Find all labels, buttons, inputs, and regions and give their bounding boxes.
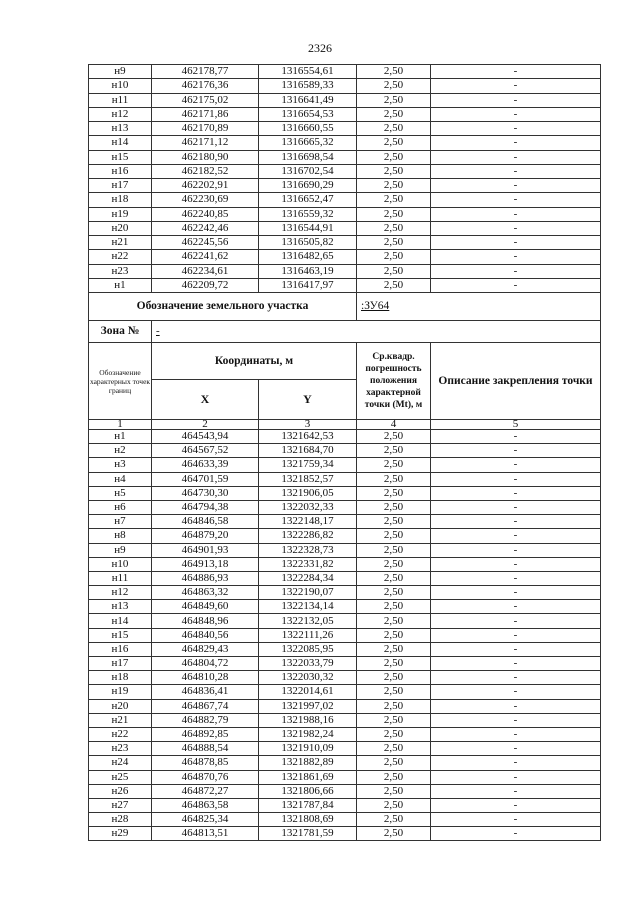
cell-desc: - [431, 628, 601, 642]
cell-x: 464836,41 [152, 685, 259, 699]
zone-row [89, 321, 601, 343]
cell-point: н28 [89, 813, 152, 827]
cell-m: 2,50 [357, 557, 431, 571]
cell-desc: - [431, 515, 601, 529]
header-description: Описание закрепления точки [431, 343, 601, 420]
table-row [89, 193, 601, 207]
cell-y: 1316559,32 [259, 207, 357, 221]
table-row [89, 756, 601, 770]
cell-desc: - [431, 600, 601, 614]
cell-desc: - [431, 250, 601, 264]
cell-x: 464804,72 [152, 657, 259, 671]
cell-m: 2,50 [357, 207, 431, 221]
cell-m: 2,50 [357, 150, 431, 164]
table-row [89, 236, 601, 250]
cell-desc: - [431, 236, 601, 250]
cell-m: 2,50 [357, 444, 431, 458]
cell-desc: - [431, 486, 601, 500]
table-row [89, 770, 601, 784]
table-row [89, 486, 601, 500]
cell-y: 1321787,84 [259, 798, 357, 812]
table-row [89, 278, 601, 292]
cell-desc: - [431, 798, 601, 812]
cell-point: н8 [89, 529, 152, 543]
cell-x: 464848,96 [152, 614, 259, 628]
continued-coordinates-table [88, 64, 601, 293]
cell-x: 464543,94 [152, 430, 259, 444]
table-row [89, 529, 601, 543]
header-coordinates: Координаты, м [152, 343, 357, 380]
cell-m: 2,50 [357, 742, 431, 756]
cell-point: н17 [89, 179, 152, 193]
cell-m: 2,50 [357, 571, 431, 585]
cell-x: 464810,28 [152, 671, 259, 685]
table-row [89, 122, 601, 136]
cell-y: 1316690,29 [259, 179, 357, 193]
cell-point: н19 [89, 207, 152, 221]
header-row-1 [89, 343, 601, 380]
table-row [89, 657, 601, 671]
cell-y: 1322033,79 [259, 657, 357, 671]
zone-value: - [152, 321, 601, 343]
cell-desc: - [431, 727, 601, 741]
cell-desc: - [431, 107, 601, 121]
cell-y: 1316554,61 [259, 65, 357, 79]
cell-m: 2,50 [357, 472, 431, 486]
col-number-4: 4 [357, 420, 431, 430]
cell-m: 2,50 [357, 122, 431, 136]
cell-desc: - [431, 813, 601, 827]
cell-y: 1321861,69 [259, 770, 357, 784]
cell-x: 464567,52 [152, 444, 259, 458]
cell-x: 462230,69 [152, 193, 259, 207]
cell-y: 1316652,47 [259, 193, 357, 207]
cell-y: 1322328,73 [259, 543, 357, 557]
cell-y: 1316544,91 [259, 221, 357, 235]
cell-m: 2,50 [357, 529, 431, 543]
cell-x: 464878,85 [152, 756, 259, 770]
cell-desc: - [431, 500, 601, 514]
cell-point: н1 [89, 430, 152, 444]
table-row [89, 179, 601, 193]
cell-m: 2,50 [357, 236, 431, 250]
cell-x: 464870,76 [152, 770, 259, 784]
cell-y: 1322134,14 [259, 600, 357, 614]
cell-point: н19 [89, 685, 152, 699]
cell-y: 1322284,34 [259, 571, 357, 585]
cell-m: 2,50 [357, 770, 431, 784]
cell-x: 462245,56 [152, 236, 259, 250]
cell-y: 1316702,54 [259, 164, 357, 178]
cell-desc: - [431, 529, 601, 543]
cell-y: 1321910,09 [259, 742, 357, 756]
cell-x: 462170,89 [152, 122, 259, 136]
cell-m: 2,50 [357, 586, 431, 600]
parcel-row [89, 293, 601, 321]
cell-point: н16 [89, 642, 152, 656]
table-row [89, 543, 601, 557]
cell-desc: - [431, 671, 601, 685]
cell-desc: - [431, 472, 601, 486]
cell-m: 2,50 [357, 727, 431, 741]
table-row [89, 107, 601, 121]
table-row [89, 685, 601, 699]
cell-x: 464863,58 [152, 798, 259, 812]
cell-m: 2,50 [357, 798, 431, 812]
cell-desc: - [431, 685, 601, 699]
cell-desc: - [431, 179, 601, 193]
cell-x: 464846,58 [152, 515, 259, 529]
cell-point: н29 [89, 827, 152, 841]
cell-point: н1 [89, 278, 152, 292]
cell-y: 1321759,34 [259, 458, 357, 472]
cell-point: н21 [89, 713, 152, 727]
cell-m: 2,50 [357, 685, 431, 699]
cell-desc: - [431, 430, 601, 444]
cell-desc: - [431, 614, 601, 628]
cell-m: 2,50 [357, 600, 431, 614]
cell-y: 1322132,05 [259, 614, 357, 628]
cell-point: н21 [89, 236, 152, 250]
cell-point: н14 [89, 614, 152, 628]
cell-m: 2,50 [357, 79, 431, 93]
table-row [89, 586, 601, 600]
cell-m: 2,50 [357, 713, 431, 727]
cell-point: н18 [89, 193, 152, 207]
cell-m: 2,50 [357, 699, 431, 713]
cell-point: н24 [89, 756, 152, 770]
cell-desc: - [431, 713, 601, 727]
column-number-row [89, 420, 601, 430]
cell-y: 1322190,07 [259, 586, 357, 600]
cell-desc: - [431, 150, 601, 164]
table-row [89, 742, 601, 756]
header-x: X [152, 380, 259, 420]
table-row [89, 136, 601, 150]
table-row [89, 713, 601, 727]
cell-x: 464901,93 [152, 543, 259, 557]
table-row [89, 600, 601, 614]
cell-y: 1321781,59 [259, 827, 357, 841]
cell-m: 2,50 [357, 515, 431, 529]
cell-x: 462175,02 [152, 93, 259, 107]
cell-x: 464913,18 [152, 557, 259, 571]
cell-y: 1321982,24 [259, 727, 357, 741]
cell-m: 2,50 [357, 264, 431, 278]
cell-desc: - [431, 444, 601, 458]
col-number-5: 5 [431, 420, 601, 430]
page-number: 2326 [308, 41, 332, 55]
cell-y: 1321642,53 [259, 430, 357, 444]
cell-desc: - [431, 586, 601, 600]
cell-point: н18 [89, 671, 152, 685]
cell-desc: - [431, 278, 601, 292]
cell-y: 1322032,33 [259, 500, 357, 514]
cell-point: н12 [89, 586, 152, 600]
cell-x: 464892,85 [152, 727, 259, 741]
cell-desc: - [431, 207, 601, 221]
table-row [89, 671, 601, 685]
cell-desc: - [431, 221, 601, 235]
cell-y: 1322331,82 [259, 557, 357, 571]
cell-desc: - [431, 742, 601, 756]
table-row [89, 628, 601, 642]
table-row [89, 264, 601, 278]
cell-desc: - [431, 264, 601, 278]
header-error: Ср.квадр. погрешность положения характерной точки (Mt), м [357, 343, 431, 420]
cell-x: 464863,32 [152, 586, 259, 600]
cell-x: 462182,52 [152, 164, 259, 178]
cell-point: н4 [89, 472, 152, 486]
cell-desc: - [431, 571, 601, 585]
cell-m: 2,50 [357, 543, 431, 557]
cell-point: н27 [89, 798, 152, 812]
cell-m: 2,50 [357, 193, 431, 207]
cell-point: н11 [89, 571, 152, 585]
cell-desc: - [431, 756, 601, 770]
col-number-1: 1 [89, 420, 152, 430]
cell-desc: - [431, 458, 601, 472]
cell-y: 1321988,16 [259, 713, 357, 727]
cell-x: 464813,51 [152, 827, 259, 841]
cell-point: н13 [89, 122, 152, 136]
cell-m: 2,50 [357, 486, 431, 500]
cell-point: н13 [89, 600, 152, 614]
cell-desc: - [431, 770, 601, 784]
table-row [89, 798, 601, 812]
cell-x: 464840,56 [152, 628, 259, 642]
cell-y: 1322085,95 [259, 642, 357, 656]
cell-m: 2,50 [357, 458, 431, 472]
cell-x: 464879,20 [152, 529, 259, 543]
cell-x: 462178,77 [152, 65, 259, 79]
table-row [89, 472, 601, 486]
cell-desc: - [431, 784, 601, 798]
cell-point: н6 [89, 500, 152, 514]
cell-x: 464886,93 [152, 571, 259, 585]
cell-x: 464867,74 [152, 699, 259, 713]
cell-desc: - [431, 699, 601, 713]
cell-point: н11 [89, 93, 152, 107]
cell-y: 1321882,89 [259, 756, 357, 770]
cell-y: 1316463,19 [259, 264, 357, 278]
col-number-2: 2 [152, 420, 259, 430]
table-row [89, 784, 601, 798]
cell-desc: - [431, 93, 601, 107]
cell-m: 2,50 [357, 136, 431, 150]
table-row [89, 207, 601, 221]
cell-m: 2,50 [357, 250, 431, 264]
cell-y: 1316482,65 [259, 250, 357, 264]
cell-x: 464829,43 [152, 642, 259, 656]
cell-y: 1316589,33 [259, 79, 357, 93]
cell-x: 462171,86 [152, 107, 259, 121]
cell-desc: - [431, 164, 601, 178]
cell-m: 2,50 [357, 784, 431, 798]
cell-x: 464633,39 [152, 458, 259, 472]
cell-y: 1321808,69 [259, 813, 357, 827]
cell-x: 462240,85 [152, 207, 259, 221]
cell-desc: - [431, 136, 601, 150]
cell-y: 1316660,55 [259, 122, 357, 136]
table-row [89, 65, 601, 79]
table-row [89, 642, 601, 656]
cell-m: 2,50 [357, 671, 431, 685]
table-row [89, 571, 601, 585]
cell-point: н23 [89, 264, 152, 278]
cell-point: н2 [89, 444, 152, 458]
table-row [89, 557, 601, 571]
cell-x: 464849,60 [152, 600, 259, 614]
table-row [89, 150, 601, 164]
cell-desc: - [431, 79, 601, 93]
cell-y: 1321852,57 [259, 472, 357, 486]
cell-point: н20 [89, 699, 152, 713]
cell-desc: - [431, 642, 601, 656]
cell-point: н25 [89, 770, 152, 784]
cell-m: 2,50 [357, 430, 431, 444]
cell-point: н26 [89, 784, 152, 798]
cell-y: 1316505,82 [259, 236, 357, 250]
cell-x: 462176,36 [152, 79, 259, 93]
cell-y: 1321906,05 [259, 486, 357, 500]
cell-point: н16 [89, 164, 152, 178]
table-row [89, 250, 601, 264]
cell-m: 2,50 [357, 179, 431, 193]
cell-point: н15 [89, 628, 152, 642]
header-y: Y [259, 380, 357, 420]
cell-x: 464730,30 [152, 486, 259, 500]
cell-x: 462209,72 [152, 278, 259, 292]
cell-x: 462242,46 [152, 221, 259, 235]
cell-x: 462180,90 [152, 150, 259, 164]
cell-desc: - [431, 657, 601, 671]
cell-m: 2,50 [357, 657, 431, 671]
cell-x: 464825,34 [152, 813, 259, 827]
table-row [89, 79, 601, 93]
cell-x: 464701,59 [152, 472, 259, 486]
cell-m: 2,50 [357, 642, 431, 656]
cell-y: 1321997,02 [259, 699, 357, 713]
cell-x: 462241,62 [152, 250, 259, 264]
parcel-coordinates-table [88, 292, 601, 841]
cell-point: н15 [89, 150, 152, 164]
table-row [89, 813, 601, 827]
cell-point: н20 [89, 221, 152, 235]
cell-m: 2,50 [357, 614, 431, 628]
cell-point: н14 [89, 136, 152, 150]
table-row [89, 164, 601, 178]
table-row [89, 515, 601, 529]
cell-m: 2,50 [357, 93, 431, 107]
cell-point: н23 [89, 742, 152, 756]
cell-point: н7 [89, 515, 152, 529]
cell-x: 464882,79 [152, 713, 259, 727]
table-row [89, 500, 601, 514]
cell-m: 2,50 [357, 221, 431, 235]
cell-point: н9 [89, 543, 152, 557]
cell-m: 2,50 [357, 164, 431, 178]
cell-point: н3 [89, 458, 152, 472]
table-row [89, 221, 601, 235]
cell-x: 462234,61 [152, 264, 259, 278]
cell-m: 2,50 [357, 107, 431, 121]
cell-m: 2,50 [357, 756, 431, 770]
cell-m: 2,50 [357, 65, 431, 79]
cell-m: 2,50 [357, 500, 431, 514]
header-point-designation: Обозначение характерных точек границ [89, 343, 152, 420]
cell-desc: - [431, 557, 601, 571]
cell-point: н22 [89, 250, 152, 264]
cell-point: н9 [89, 65, 152, 79]
table-row [89, 614, 601, 628]
parcel-value: :ЗУ64 [357, 293, 601, 321]
cell-x: 464794,38 [152, 500, 259, 514]
table-row [89, 827, 601, 841]
cell-y: 1322014,61 [259, 685, 357, 699]
cell-point: н5 [89, 486, 152, 500]
table-row [89, 93, 601, 107]
table-row [89, 727, 601, 741]
cell-point: н22 [89, 727, 152, 741]
cell-y: 1322286,82 [259, 529, 357, 543]
table-row [89, 430, 601, 444]
cell-x: 464888,54 [152, 742, 259, 756]
cell-y: 1316654,53 [259, 107, 357, 121]
table-row [89, 444, 601, 458]
cell-y: 1316641,49 [259, 93, 357, 107]
cell-m: 2,50 [357, 813, 431, 827]
cell-desc: - [431, 122, 601, 136]
table-row [89, 458, 601, 472]
cell-desc: - [431, 65, 601, 79]
cell-m: 2,50 [357, 827, 431, 841]
cell-point: н10 [89, 79, 152, 93]
cell-m: 2,50 [357, 278, 431, 292]
cell-y: 1321684,70 [259, 444, 357, 458]
cell-m: 2,50 [357, 628, 431, 642]
cell-point: н12 [89, 107, 152, 121]
cell-y: 1316698,54 [259, 150, 357, 164]
cell-y: 1322148,17 [259, 515, 357, 529]
cell-desc: - [431, 193, 601, 207]
cell-point: н17 [89, 657, 152, 671]
cell-y: 1321806,66 [259, 784, 357, 798]
cell-y: 1322111,26 [259, 628, 357, 642]
cell-y: 1316665,32 [259, 136, 357, 150]
cell-desc: - [431, 827, 601, 841]
cell-y: 1322030,32 [259, 671, 357, 685]
zone-label: Зона № [89, 321, 152, 343]
cell-desc: - [431, 543, 601, 557]
cell-x: 462202,91 [152, 179, 259, 193]
col-number-3: 3 [259, 420, 357, 430]
cell-y: 1316417,97 [259, 278, 357, 292]
cell-point: н10 [89, 557, 152, 571]
cell-x: 462171,12 [152, 136, 259, 150]
cell-x: 464872,27 [152, 784, 259, 798]
parcel-label: Обозначение земельного участка [89, 293, 357, 321]
table-row [89, 699, 601, 713]
